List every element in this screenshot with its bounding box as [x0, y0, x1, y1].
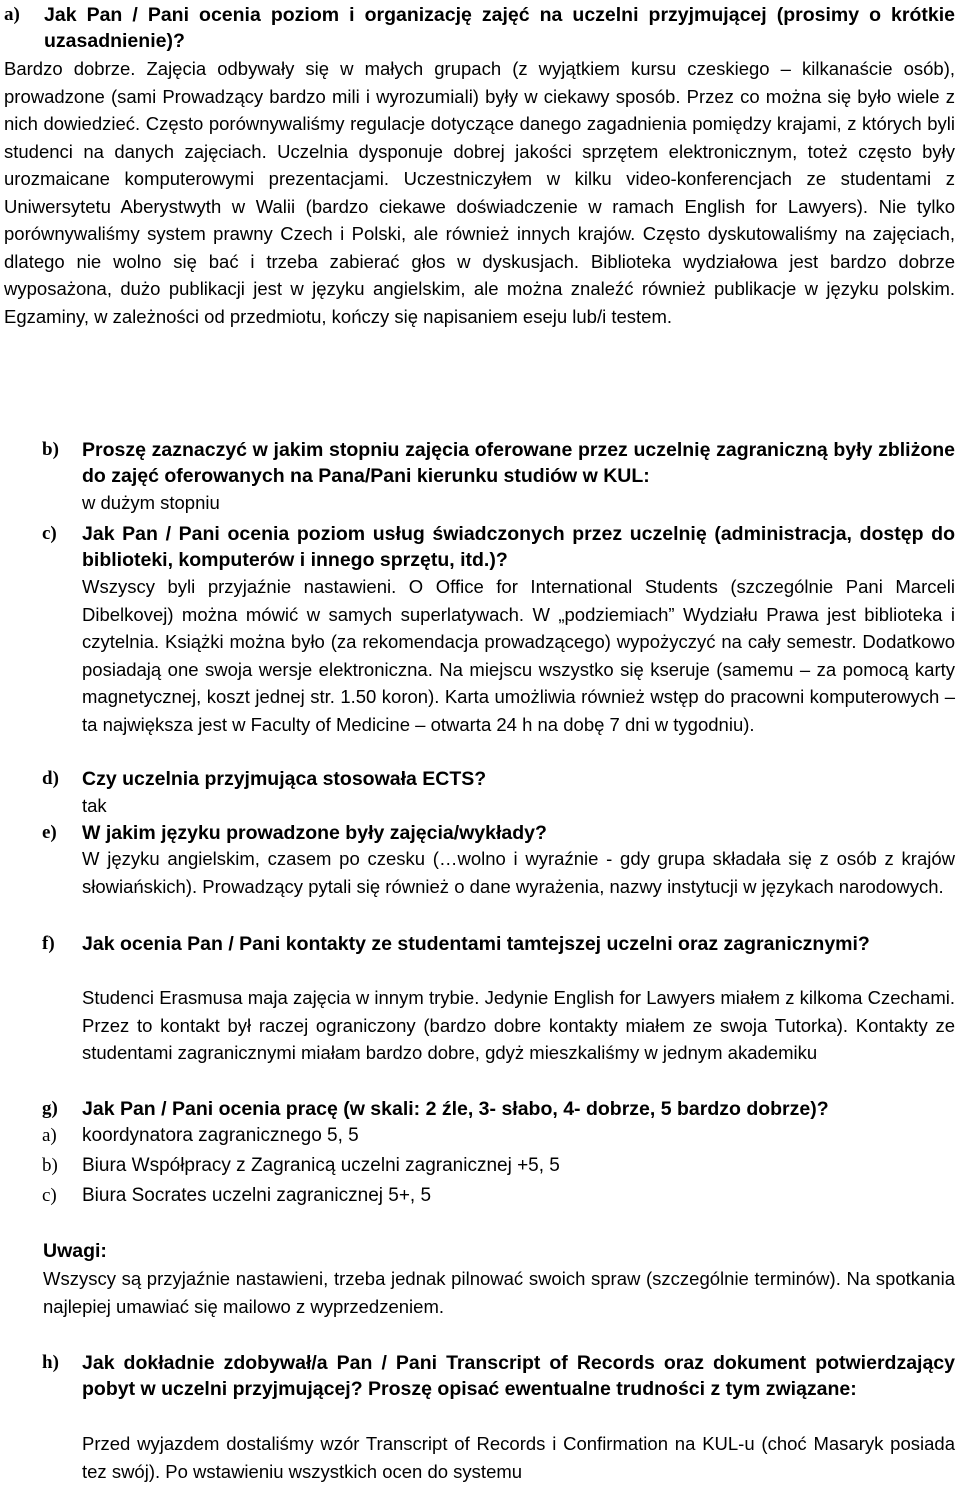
section-a-answer: Bardzo dobrze. Zajęcia odbywały się w małych grupach (z wyjątkiem kursu czeskiego – kilkanaście osób), prowadzone (sami Prowadzący bardzo mili i wyrozumiali) były w ciekawy sposób. Przez co można się było wiele z nich dowiedzieć. Często porównywaliśmy regulacje dotyczące danego zagadnienia pomiędzy krajami, z których byli studenci na danych zajęciach. Uczelnia dysponuje dobrej jakości sprzętem elektronicznym, toteż często były urozmaicane komputerowymi prezentacjami. Uczestniczyłem w kilku video-konferencjach ze studentami z Uniwersytetu Aberystwyth w Walii (bardzo ciekawe doświadczenie w ramach English for Lawyers). Nie tylko porównywaliśmy system prawny Czech i Polski, ale również innych krajów. Często dyskutowaliśmy na zajęciach, dlatego nie wolno się bać i trzeba zabierać głos w dyskusjach. Biblioteka wydziałowa jest bardzo dobrze wyposażona, dużo publikacji jest w języku angielskim, ale można znaleźć również publikacje w języku polskim. Egzaminy, w zależności od przedmiotu, kończy się napisaniem eseju lub/i testem.: [4, 58, 955, 327]
section-h-question: Jak dokładnie zdobywał/a Pan / Pani Transcript of Records oraz dokument potwierdzający pobyt w uczelni przyjmującej? Proszę opisać ewentualne trudności z tym związane:: [82, 1352, 955, 1400]
section-h-letter: h): [42, 1352, 59, 1373]
section-e-question: W jakim języku prowadzone były zajęcia/wykłady?: [82, 822, 547, 844]
section-a-question: Jak Pan / Pani ocenia poziom i organizację zajęć na uczelni przyjmującej (prosimy o krótkie uzasadnienie)?: [44, 4, 955, 52]
section-b-letter: b): [42, 439, 59, 460]
section-d-letter: d): [42, 768, 59, 789]
section-g-letter: g): [42, 1098, 58, 1119]
rating-item-text: Biura Socrates uczelni zagranicznej 5+, 5: [82, 1185, 432, 1206]
section-f-question: Jak ocenia Pan / Pani kontakty ze studentami tamtejszej uczelni oraz zagranicznymi?: [82, 933, 870, 955]
section-c-letter: c): [42, 523, 57, 544]
section-e-answer: W języku angielskim, czasem po czesku (…wolno i wyraźnie - gdy grupa składała się z osób z krajów słowiańskich). Prowadzący pytali się również o dane wyrażenia, nazwy instytucji w językach narodowych.: [82, 848, 955, 897]
rating-item-text: koordynatora zagranicznego 5, 5: [82, 1125, 359, 1146]
section-c-question: Jak Pan / Pani ocenia poziom usług świadczonych przez uczelnię (administracja, dostęp do biblioteki, komputerów i innego sprzętu, itd.)?: [82, 523, 955, 571]
section-a-letter: a): [4, 4, 20, 25]
rating-item-text: Biura Współpracy z Zagranicą uczelni zagranicznej +5, 5: [82, 1155, 560, 1176]
section-f-letter: f): [42, 933, 55, 954]
rating-item-letter: b): [42, 1155, 58, 1176]
section-b-question: Proszę zaznaczyć w jakim stopniu zajęcia oferowane przez uczelnię zagraniczną były zbliżone do zajęć oferowanych na Pana/Pani kierunku studiów w KUL:: [82, 439, 955, 487]
section-f-answer: Studenci Erasmusa maja zajęcia w innym trybie. Jedynie English for Lawyers miałem z kilkoma Czechami. Przez to kontakt był raczej ograniczony (bardzo dobre kontakty miałem ze swoja Tutorka). Kontakty ze studentami zagranicznymi miałam bardzo dobre, gdyż mieszkaliśmy w jednym akademiku: [82, 987, 955, 1063]
remarks-heading: Uwagi:: [43, 1240, 107, 1262]
section-c-answer: Wszyscy byli przyjaźnie nastawieni. O Office for International Students (szczególnie Pani Marceli Dibelkovej) można mówić w samych superlatywach. W „podziemiach” Wydziału Prawa jest biblioteka i czytelnia. Książki można było (za rekomendacja prowadzącego) wypożyczyć na cały semestr. Dodatkowo posiadają one swoja wersje elektroniczna. Na miejscu wszystko się kseruje (samemu – za pomocą karty magnetycznej, koszt jednej str. 1.50 koron). Karta umożliwia również wstęp do pracowni komputerowych – ta największa jest w Faculty of Medicine – otwarta 24 h na dobę 7 dni w tygodniu).: [82, 576, 955, 735]
section-d-question: Czy uczelnia przyjmująca stosowała ECTS?: [82, 768, 487, 790]
remarks-text: Wszyscy są przyjaźnie nastawieni, trzeba jednak pilnować swoich spraw (szczególnie terminów). Na spotkania najlepiej umawiać się mailowo z wyprzedzeniem.: [43, 1268, 955, 1317]
section-b-answer: w dużym stopniu: [82, 492, 220, 513]
section-e-letter: e): [42, 822, 57, 843]
rating-item-letter: a): [42, 1125, 57, 1146]
section-h-answer: Przed wyjazdem dostaliśmy wzór Transcript of Records i Confirmation na KUL-u (choć Masaryk posiada tez swój). Po wstawieniu wszystkich ocen do systemu: [82, 1433, 955, 1482]
section-g-question: Jak Pan / Pani ocenia pracę (w skali: 2 źle, 3- słabo, 4- dobrze, 5 bardzo dobrze)?: [82, 1098, 829, 1120]
section-d-answer: tak: [82, 795, 107, 816]
rating-item-letter: c): [42, 1185, 57, 1206]
